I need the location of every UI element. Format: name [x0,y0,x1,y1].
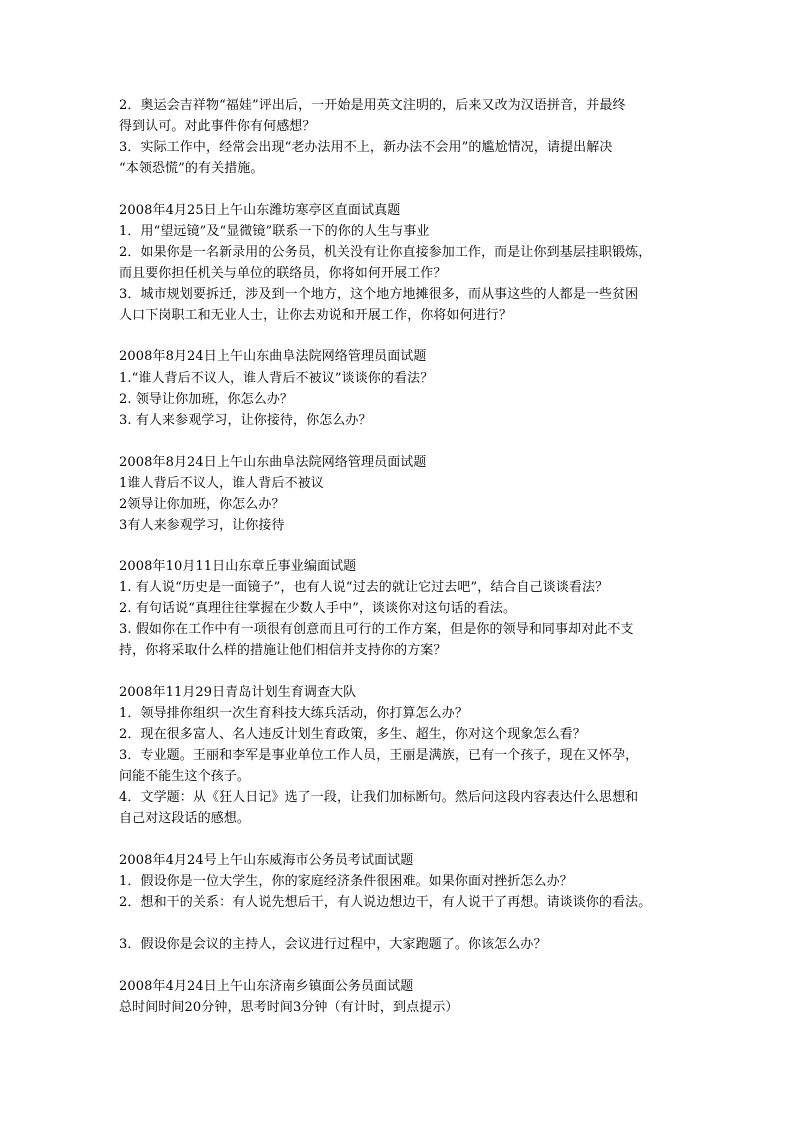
text-line: 总时间时间20分钟，思考时间3分钟（有计时，到点提示） [119,1000,459,1015]
text-line: 1.“谁人背后不议人，谁人背后不被议”谈谈你的看法？ [119,371,434,386]
text-line: 1. 有人说“历史是一面镜子”，也有人说“过去的就让它过去吧”，结合自己谈谈看法？ [119,580,609,595]
text-line: 2. 领导让你加班，你怎么办？ [119,392,294,407]
text-line: 4．文学题：从《狂人日记》选了一段，让我们加标断句。然后问这段内容表达什么思想和 [119,790,639,805]
text-line: 2．现在很多富人、名人违反计划生育政策，多生、超生，你对这个现象怎么看？ [119,727,586,742]
text-line: 3. 有人来参观学习，让你接待，你怎么办？ [119,413,372,428]
text-line: 3. 假如你在工作中有一项很有创意而且可行的工作方案，但是你的领导和同事却对此不支 [119,622,634,637]
section-heading: 2008年8月24日上午山东曲阜法院网络管理员面试题 [119,455,427,470]
text-line: 持，你将采取什么样的措施让他们相信并支持你的方案？ [119,643,447,658]
text-line: “本领恐慌”的有关措施。 [119,161,264,176]
section-heading: 2008年4月24日上午山东济南乡镇面公务员面试题 [119,979,414,994]
text-line: 1谁人背后不议人，谁人背后不被议 [119,476,324,491]
section-heading: 2008年10月11日山东章丘事业编面试题 [119,559,357,574]
text-line: 2．如果你是一名新录用的公务员，机关没有让你直接参加工作，而是让你到基层挂职锻炼， [119,245,652,260]
text-line: 3．专业题。王丽和李军是事业单位工作人员，王丽是满族，已有一个孩子，现在又怀孕， [119,748,639,763]
text-line: 2领导让你加班，你怎么办？ [119,497,285,512]
text-line: 3有人来参观学习，让你接待 [119,518,285,533]
text-line: 而且要你担任机关与单位的联络员，你将如何开展工作？ [119,266,447,281]
section-heading: 2008年11月29日青岛计划生育调查大队 [119,685,357,700]
text-line: 人口下岗职工和无业人士，让你去劝说和开展工作，你将如何进行？ [119,308,513,323]
text-line: 得到认可。对此事件你有何感想？ [119,119,316,134]
section-heading: 2008年4月24号上午山东威海市公务员考试面试题 [119,853,414,868]
text-line: 2．奥运会吉祥物“福娃”评出后，一开始是用英文注明的，后来又改为汉语拼音，并最终 [119,98,626,113]
text-line: 1．领导排你组织一次生育科技大练兵活动，你打算怎么办？ [119,706,468,721]
text-line: 1．假设你是一位大学生，你的家庭经济条件很困难。如果你面对挫折怎么办？ [119,874,573,889]
section-heading: 2008年4月25日上午山东潍坊寒亭区直面试真题 [119,203,401,218]
text-line: 2. 有句话说“真理往往掌握在少数人手中”，谈谈你对这句话的看法。 [119,601,517,616]
text-line: 问能不能生这个孩子。 [119,769,251,784]
text-line: 3．城市规划要拆迁，涉及到一个地方，这个地方地摊很多，而从事这些的人都是一些贫困 [119,287,639,302]
text-line: 2．想和干的关系：有人说先想后干，有人说边想边干，有人说干了再想。请谈谈你的看法。 [119,895,652,910]
section-heading: 2008年8月24日上午山东曲阜法院网络管理员面试题 [119,349,427,364]
text-line: 1．用“望远镜”及“显微镜”联系一下的你的人生与事业 [119,224,430,239]
text-line: 3．假设你是会议的主持人，会议进行过程中，大家跑题了。你该怎么办？ [119,937,547,952]
text-line: 自己对这段话的感想。 [119,811,251,826]
text-line: 3．实际工作中，经常会出现“老办法用不上，新办法不会用”的尴尬情况，请提出解决 [119,140,613,155]
